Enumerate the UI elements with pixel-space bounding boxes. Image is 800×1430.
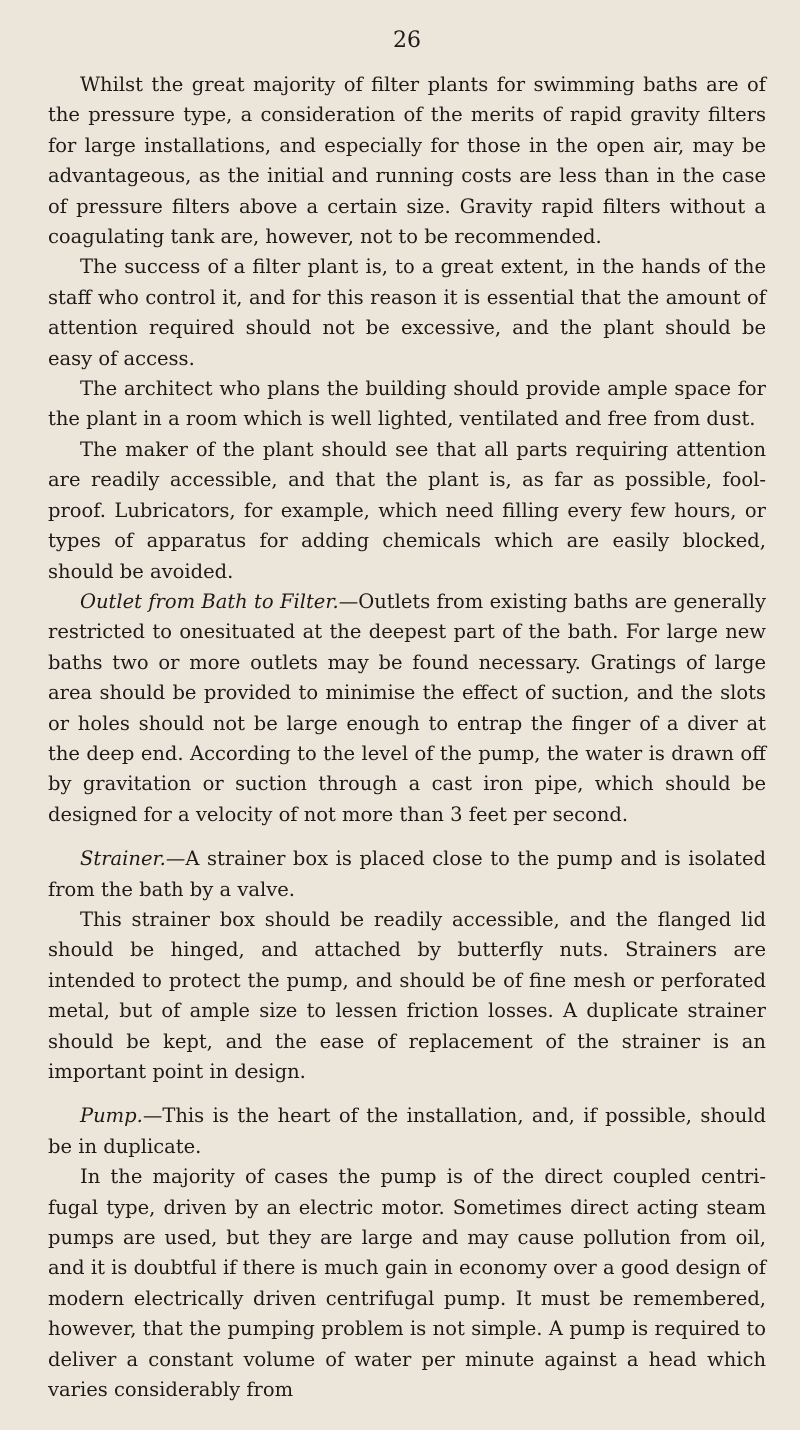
subheading-outlet: Outlet from Bath to Filter. (80, 589, 339, 613)
subheading-pump: Pump. (80, 1104, 143, 1128)
paragraph-plant-maker: The maker of the plant should see that all parts requiring attention are readily accessible, and that the plant is, as far as possible, fool-proof. Lubricators, for example, which need filling every few hours, or types of apparatus for adding chemicals which are easily blocked, should be avoided. (48, 437, 766, 583)
subheading-strainer: Strainer. (80, 847, 166, 871)
paragraph-strainer-box: This strainer box should be readily accessible, and the flanged lid should be hinged, and attached by butterfly nuts. Strainers are intended to protect the pump, and should be of fine mesh or perforated metal, but of ample size to lessen friction losses. A duplicate strainer should be kept, and the ease of replacement of the strainer is an important point in design. (48, 907, 766, 1083)
paragraph-pump-text: —This is the heart of the installation, and, if possible, should be in duplicate. (48, 1104, 766, 1158)
paragraph-filter-types: Whilst the great majority of filter plants for swimming baths are of the pressure type, a consideration of the merits of rapid gravity filters for large installations, and especially for those in the open air, may be advantageous, as the initial and running costs are less than in the case of pressure filters above a certain size. Gravity rapid filters without a coagulating tank are, however, not to be recommended. (48, 73, 766, 249)
body-text (48, 70, 766, 1405)
page-number: 26 (393, 28, 421, 53)
paragraph-outlet-text: —Outlets from existing baths are generally restricted to onesituated at the deepest part of the bath. For large new baths two or more outlets may be found necessary. Gratings of large area should be provided to minimise the effect of suction, and the slots or holes should not be large enough to entrap the finger of a diver at the deep end. According to the level of the pump, the water is drawn off by gravitation or suction through a cast iron pipe, which should be designed for a velocity of not more than 3 feet per second. (48, 589, 766, 826)
paragraph-outlet (48, 587, 766, 830)
paragraph-staff-attention: The success of a filter plant is, to a great extent, in the hands of the staff who control it, and for this reason it is essential that the amount of attention required should not be excessive, and the plant should be easy of access. (48, 255, 766, 370)
paragraph-strainer (48, 844, 766, 905)
paragraph-strainer-text: —A strainer box is placed close to the pump and is isolated from the bath by a valve. (48, 847, 766, 901)
paragraph-pump-types: In the majority of cases the pump is of the direct coupled centri-fugal type, driven by an electric motor. Sometimes direct acting steam pumps are used, but they are large and may cause pollution from oil, and it is doubtful if there is much gain in economy over a good design of modern electrically driven centrifugal pump. It must be remembered, however, that the pumping problem is not simple. A pump is required to deliver a constant volume of water per minute against a head which varies considerably from (48, 1165, 766, 1402)
paragraph-pump (48, 1101, 766, 1162)
paragraph-architect: The architect who plans the building should provide ample space for the plant in a room which is well lighted, ventilated and free from dust. (48, 377, 766, 431)
